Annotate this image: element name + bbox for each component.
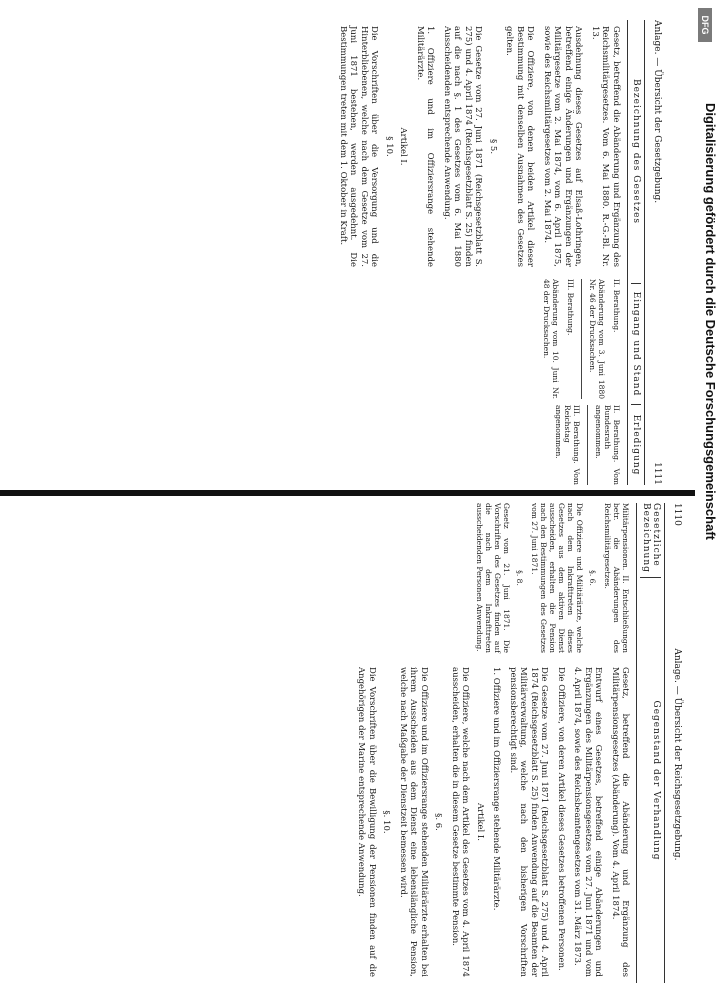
page-header-title: Anlage. — Übersicht der Gesetzgebung. xyxy=(652,20,662,204)
top-page xyxy=(22,20,662,485)
paragraph: Gesetz, betreffend die Abänderung und Ergänzung des Reichsmilitärgesetzes. Vom 6. Mai 1880. R.-G.-Bl. Nr. 13. xyxy=(590,26,621,267)
page-gutter xyxy=(0,490,695,496)
article-heading: Artikel I. xyxy=(475,803,485,841)
digitization-credit: Digitalisierung gefördert durch die Deutsche Forschungsgemeinschaft xyxy=(703,102,718,540)
left-text-column xyxy=(350,503,631,661)
status-column xyxy=(332,273,622,399)
paragraph: 1. Offiziere und im Offiziersrange stehende Militärärzte. xyxy=(491,667,502,911)
section-mark: § 10. xyxy=(384,136,394,157)
section-mark: §. 6. xyxy=(433,813,444,831)
paragraph: Die Gesetze vom 27. Juni 1871 (Reichsgesetzblatt S. 275) und 4. April 1874 (Reichsgesetzblatt S. 25) finden auf die nach §. 1 des Gesetzes vom 6. Mai 1880 Ausscheidenden entsprechende Anwendung. xyxy=(442,26,484,267)
column-header: Gegenstand der Verhandlung xyxy=(651,700,662,861)
page-number: 1111 xyxy=(652,462,662,485)
page-header xyxy=(652,20,663,485)
paragraph: Die Gesetze vom 27. Juni 1871 (Reichsgesetzblatt S. 275) und 4. April 1874 (Reichsgesetzblatt S. 25) finden Anwendung auf die Beamten der Militärverwaltung, welche nach den bisherigen Vorschriften pensionsberechtigt sind. xyxy=(508,667,550,977)
paragraph: Die Offiziere, von denen beiden Artikel dieser Bestimmung mit denselben Ausnahmen des Gesetzes gelten. xyxy=(504,26,536,267)
status-note: Abänderung vom 3. Juni 1880 Nr. 46 der Drucksachen. xyxy=(588,279,606,399)
paragraph: Die Offiziere, von deren Artikel dieses Gesetzes betroffenen Personen. xyxy=(556,667,566,971)
paragraph: Militärpensionen. II. Entschließungen betr. die Abänderungen des Reichsmilitärgesetzes. xyxy=(603,503,631,653)
resolution-column xyxy=(332,399,622,485)
column-header-row xyxy=(627,20,646,485)
paragraph: Gesetz, betreffend die Abänderung und Ergänzung des Militärpensionsgesetzes (Abänderung). Vom 4. April 1874. xyxy=(610,667,631,977)
column-header: Bezeichnung des Gesetzes xyxy=(631,20,642,284)
column-header: Gesetzliche Bezeichnung xyxy=(641,503,662,578)
status-note: III. Berathung. xyxy=(566,279,575,336)
paragraph: Die Offiziere und im Offiziersrange stehenden Militärärzte erhalten bei ihrem Ausscheiden aus dem Dienst eine lebenslängliche Pension, welche nach Maßgabe der Dienstzeit bemessen wird. xyxy=(398,667,429,977)
main-text-column xyxy=(332,20,622,273)
status-note: Abänderung vom 10. Juni Nr. 48 der Drucksachen. xyxy=(542,279,560,399)
resolution-note: III. Berathung. Vom Reichstag angenommen. xyxy=(554,405,581,485)
column-header: Eingang und Stand xyxy=(631,284,642,405)
section-mark: § 5. xyxy=(488,138,498,155)
status-note: II. Berathung. xyxy=(612,279,621,333)
paragraph: 1. Offiziere und im Offiziersrange stehende Militärärzte. xyxy=(415,26,436,267)
paragraph: Die Offiziere, welche nach dem Artikel des Gesetzes vom 4. April 1874 ausscheiden, erhalten die in diesem Gesetze bestimmte Pension. xyxy=(450,667,471,977)
page-header-title: Anlage. — Übersicht der Reichsgesetzgebung. xyxy=(672,648,682,861)
bottom-page xyxy=(22,503,682,983)
page-number: 1110 xyxy=(672,503,682,526)
section-mark: §. 6. xyxy=(588,570,598,586)
paragraph: Die Offiziere und Militärärzte, welche nach dem Inkrafttreten dieses Gesetzes aus dem aktiven Dienst ausscheiden, erhalten die Pension nach den Bestimmungen des Gesetzes vom 27. Juni 1871. xyxy=(530,503,585,653)
dfg-logo-icon: DFG xyxy=(698,8,712,42)
paragraph: Gesetz vom 21. Juni 1871. Die Vorschriften des Gesetzes finden auf die nach dem Inkrafttreten ausscheidenden Personen Anwendung. xyxy=(475,503,512,653)
dfg-credit-strip xyxy=(695,0,718,1000)
page-header xyxy=(672,503,683,983)
paragraph: Entwurf eines Gesetzes, betreffend einige Abänderungen und Ergänzungen des Militärpensionsgesetzes vom 27. Juni 1871 und vom 4. April 1874, sowie des Reichsbeamtengesetzes vom 31. März 1873. xyxy=(572,667,604,977)
section-mark: §. 8. xyxy=(515,570,525,586)
column-header: Erledigung xyxy=(631,414,642,476)
section-mark: §. 10. xyxy=(381,810,392,834)
paragraph: Die Vorschriften über die Versorgung und die Hinterbliebenen, welche nach dem Gesetze vom 27. Juni 1871 bestehen, werden ausgedehnt. Die Bestimmungen treten mit dem 1. Oktober in Kraft. xyxy=(338,26,380,267)
main-text-column xyxy=(350,661,631,983)
paragraph: Die Vorschriften über die Bewilligung der Pensionen finden auf die Angehörigen der Marine entsprechende Anwendung. xyxy=(356,667,377,977)
paragraph: Ausdehnung dieses Gesetzes auf Elsaß-Lothringen, betreffend einige Änderungen und Ergänzungen der Militärgesetze vom 2. Mai 1874, vom 6. April 1875, sowie des Reichsmilitärgesetzes vom 2. Mai 1874. xyxy=(542,26,584,267)
article-heading: Artikel I. xyxy=(398,127,409,166)
column-header-row xyxy=(637,503,666,983)
resolution-note: II. Berathung. Vom Bundesrath angenommen. xyxy=(594,405,621,485)
